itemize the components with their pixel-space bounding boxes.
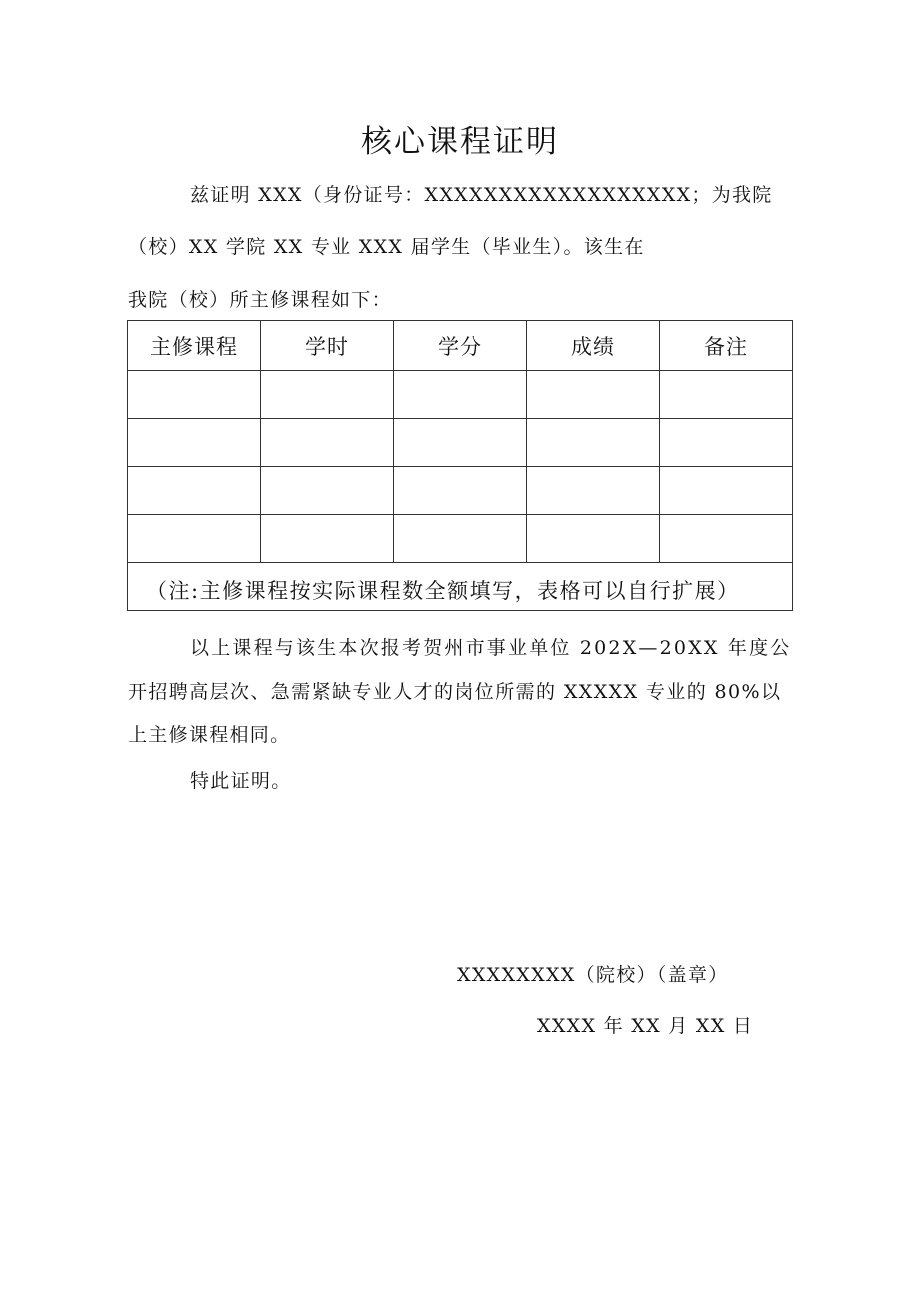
table-cell[interactable] [527, 371, 660, 419]
body-line-2: 开招聘高层次、急需紧缺专业人才的岗位所需的 XXXXX 专业的 80%以 [128, 681, 782, 703]
table-cell[interactable] [527, 515, 660, 563]
table-cell[interactable] [660, 515, 793, 563]
table-header-row [128, 321, 793, 371]
table-row [128, 419, 793, 467]
page-title: 核心课程证明 [361, 124, 559, 160]
body-line-3: 上主修课程相同。 [128, 724, 291, 746]
table-cell[interactable] [261, 371, 394, 419]
table-note: （注:主修课程按实际课程数全额填写，表格可以自行扩展） [146, 579, 740, 603]
intro-line-3: 我院（校）所主修课程如下： [128, 289, 392, 311]
table-cell[interactable] [261, 467, 394, 515]
intro-line-2: （校）XX 学院 XX 专业 XXX 届学生（毕业生）。该生在 [128, 236, 645, 258]
table-cell[interactable] [527, 419, 660, 467]
table-cell[interactable] [128, 419, 261, 467]
body-line-1: 以上课程与该生本次报考贺州市事业单位 202X—20XX 年度公 [190, 637, 792, 659]
table-cell[interactable] [394, 419, 527, 467]
header-credits: 学分 [394, 321, 527, 371]
table-cell[interactable] [660, 419, 793, 467]
table-cell[interactable] [128, 515, 261, 563]
table-cell[interactable] [527, 467, 660, 515]
table-cell[interactable] [261, 515, 394, 563]
table-row [128, 515, 793, 563]
header-hours: 学时 [261, 321, 394, 371]
table-cell[interactable] [394, 467, 527, 515]
table-cell[interactable] [261, 419, 394, 467]
table-cell[interactable] [128, 467, 261, 515]
table-cell[interactable] [660, 467, 793, 515]
closing-statement: 特此证明。 [190, 770, 292, 792]
header-grade: 成绩 [527, 321, 660, 371]
header-major-course: 主修课程 [128, 321, 261, 371]
intro-line-1: 兹证明 XXX（身份证号：XXXXXXXXXXXXXXXXXX；为我院 [190, 184, 773, 206]
table-cell[interactable] [128, 371, 261, 419]
courses-table [127, 320, 793, 611]
signature-date: XXXX 年 XX 月 XX 日 [537, 1015, 754, 1037]
signature-organization: XXXXXXXX（院校）（盖章） [457, 964, 729, 986]
table-note-row [128, 563, 793, 611]
table-row [128, 371, 793, 419]
table-row [128, 467, 793, 515]
table-note-cell [128, 563, 793, 611]
table-cell[interactable] [660, 371, 793, 419]
header-remarks: 备注 [660, 321, 793, 371]
table-cell[interactable] [394, 515, 527, 563]
table-cell[interactable] [394, 371, 527, 419]
